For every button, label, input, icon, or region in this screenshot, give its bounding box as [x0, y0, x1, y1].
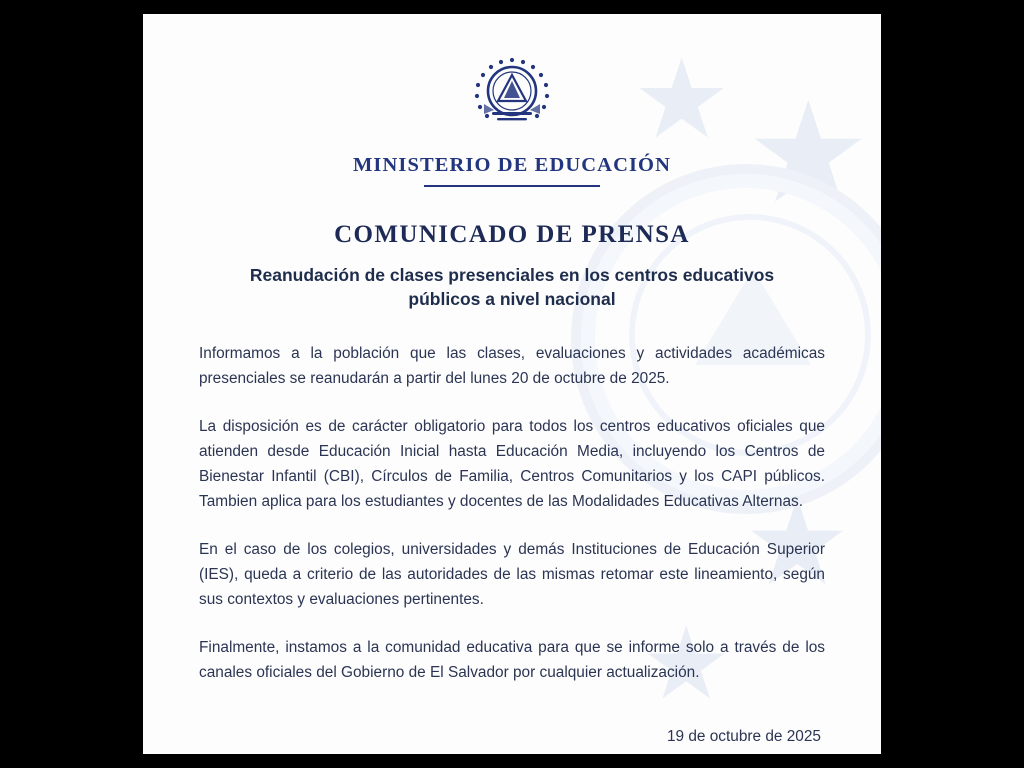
ministry-name: MINISTERIO DE EDUCACIÓN — [352, 154, 672, 176]
coat-of-arms-icon — [199, 54, 825, 140]
watermark-star-icon: ★ — [743, 474, 851, 613]
document-content — [143, 14, 881, 746]
press-release-document — [143, 14, 881, 754]
page-subtitle: Reanudación de clases presenciales en los centros educativos públicos a nivel nacional — [249, 264, 775, 310]
publication-date: 19 de octubre de 2025 — [666, 727, 821, 745]
paragraph: Informamos a la población que las clases, evaluaciones y actividades académicas presenciales se reanudarán a partir del lunes 20 de octubre de 2025. — [199, 345, 825, 388]
watermark-star-icon: ★ — [641, 605, 731, 722]
body-text — [199, 342, 825, 685]
page-title: COMUNICADO DE PRENSA — [334, 220, 690, 248]
watermark-star-icon: ★ — [632, 35, 731, 163]
paragraph: Finalmente, instamos a la comunidad educativa para que se informe solo a través de los canales oficiales del Gobierno de El Salvador por cualquier actualización. — [199, 638, 825, 681]
watermark-star-icon: ★ — [745, 72, 871, 235]
header-divider — [424, 185, 600, 187]
paragraph: En el caso de los colegios, universidades y demás Instituciones de Educación Superior (IES), queda a criterio de las autoridades de las mismas retomar este lineamiento, según sus contextos y evaluaciones pertinentes. — [199, 540, 825, 608]
paragraph: La disposición es de carácter obligatorio para todos los centros educativos oficiales que atienden desde Educación Inicial hasta Educación Media, incluyendo los Centros de Bienestar Infantil (CBI), Círculos de Familia, Centros Comunitarios y los CAPI públicos. Tambien aplica para los estudiantes y docentes de las Modalidades Educativas Alternas. — [199, 418, 825, 510]
